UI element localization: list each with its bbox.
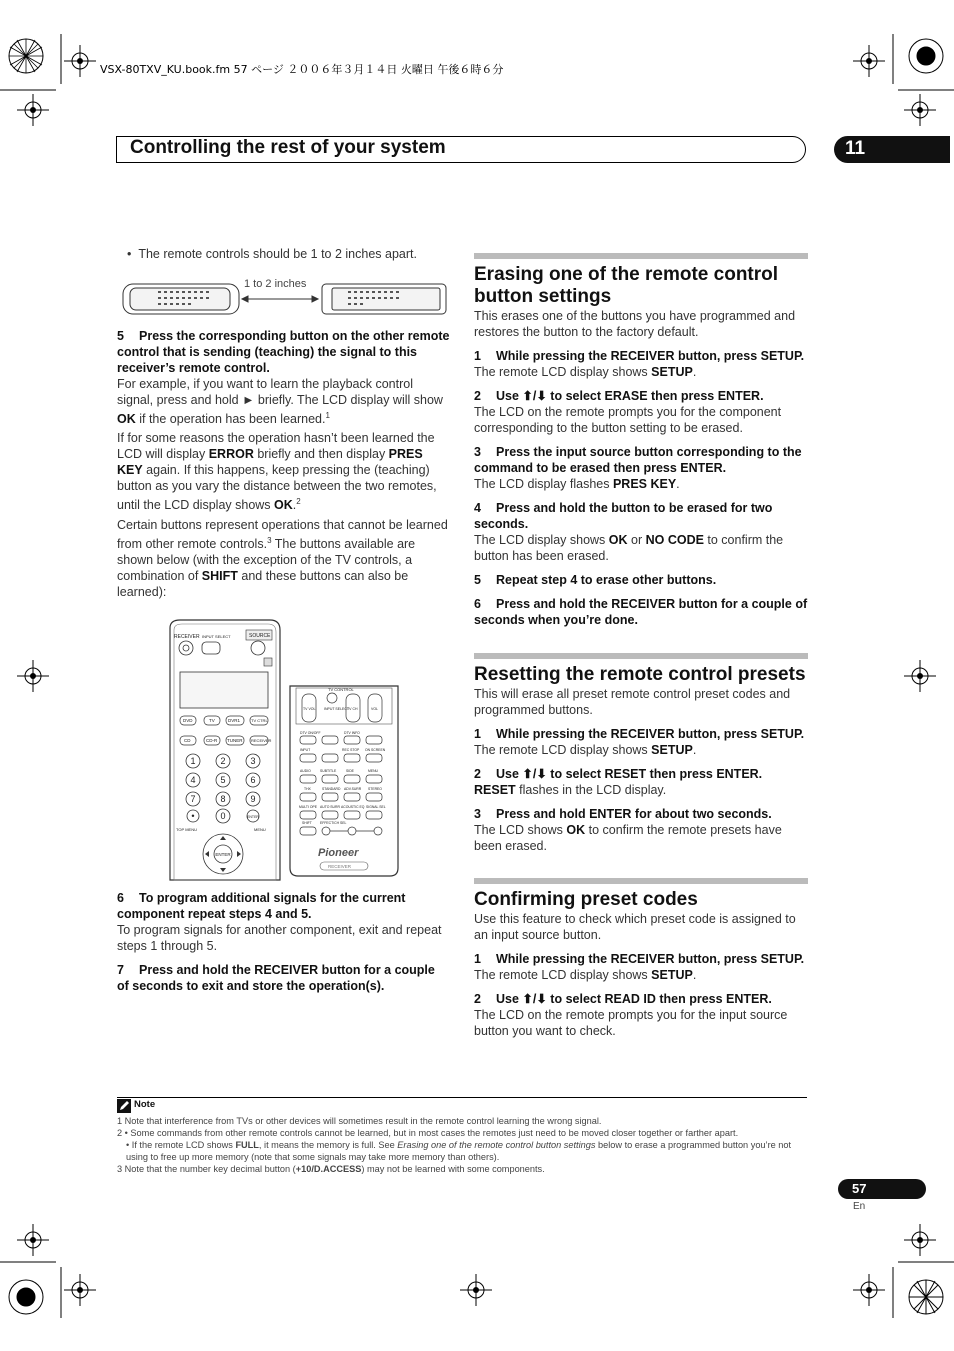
note-label: Note [134, 1099, 156, 1110]
shift-text: SHIFT [201, 569, 238, 584]
rc-row-label: STEREO [368, 787, 382, 791]
footnotes [117, 1115, 809, 1175]
notes-divider [117, 1097, 807, 1098]
full-text: FULL [235, 1140, 259, 1150]
rc-tv-input: INPUT SELECT [324, 707, 350, 711]
step-text: . [676, 477, 680, 491]
step-em: SETUP [651, 968, 693, 982]
rc-tv-ch: TV CH [347, 707, 358, 711]
footnote-3: 3 Note that the number key decimal button ( [117, 1164, 296, 1174]
rc-key-0: 0 [220, 811, 226, 821]
pres-key-text: PRES KEY [117, 447, 423, 478]
step-title: Press and hold the button to be erased for two seconds. [474, 501, 773, 531]
bullet-item: • The remote controls should be 1 to 2 inches apart. [127, 247, 417, 261]
step-number: 1 [474, 349, 481, 363]
step-number: 2 [474, 992, 481, 1006]
step-6 [117, 890, 450, 954]
step-text: To program signals for another component, exit and repeat steps 1 through 5. [117, 923, 442, 953]
rc-src-cdr: CD-R [206, 738, 218, 743]
step-text: The LCD shows [474, 823, 567, 837]
rc-src-tv: TV [209, 718, 215, 723]
section-rule [474, 653, 808, 659]
step-number: 7 [117, 963, 124, 977]
rc-row-label: SIDE [346, 769, 354, 773]
rc-vol: VOL [371, 707, 379, 711]
step-text: The remote LCD display shows [474, 743, 652, 757]
rc-key-dot: • [191, 811, 195, 821]
rc-row-label: REC STOP [342, 748, 360, 752]
rc-row-label: ACOUSTIC EQ [341, 805, 365, 809]
rc-receiver-badge: RECEIVER [328, 864, 352, 869]
rc-row-label: SHIFT [302, 821, 312, 825]
step-text: The LCD display flashes [474, 477, 613, 491]
step-em: SETUP [651, 743, 693, 757]
step-title: Press and hold the RECEIVER button for a couple of seconds when you’re done. [474, 597, 808, 627]
footnote-ref: 3 [267, 536, 272, 546]
step-text: or [627, 533, 646, 547]
step-title: Press and hold ENTER for about two seconds. [496, 807, 772, 821]
rc-row-label: EFFECT/CH SEL [320, 821, 347, 825]
rc-key-6: 6 [250, 775, 256, 785]
note-pencil-icon [117, 1099, 131, 1113]
rc-row-label: SIGNAL SEL [366, 805, 386, 809]
rc-brand: Pioneer [318, 847, 359, 859]
language-code: En [853, 1201, 866, 1212]
step-text: The remote LCD display shows [474, 365, 652, 379]
step-title: Use ⬆/⬇ to select ERASE then press ENTER. [496, 389, 764, 403]
rc-tv-control: TV CONTROL [328, 687, 354, 692]
remote-control-illustration [166, 618, 400, 882]
rc-row-label: DTV ON/OFF [300, 731, 321, 735]
rc-key-2: 2 [220, 756, 226, 766]
rc-tv-vol: TV VOL [303, 707, 316, 711]
step-number: 6 [117, 891, 124, 905]
step-text: . [692, 968, 697, 982]
rc-row-label: STANDARD [322, 787, 341, 791]
rc-source-label: SOURCE [249, 633, 271, 639]
step-em: SETUP [651, 365, 693, 379]
rc-input-select-label: INPUT SELECT [202, 634, 231, 639]
crop-sunburst-icon [909, 39, 943, 73]
step-number: 3 [474, 807, 481, 821]
ok-text: OK [274, 498, 293, 513]
rc-row-label: AUTO SURR [320, 805, 340, 809]
distance-label: 1 to 2 inches [244, 278, 307, 290]
rc-row-label: DTV INFO [344, 731, 360, 735]
error-text: ERROR [208, 447, 254, 462]
section-reset [474, 664, 808, 854]
step-title: Use ⬆/⬇ to select RESET then press ENTER. [496, 767, 763, 781]
footnote-ref: 1 [325, 411, 330, 420]
step-text: flashes in the LCD display. [515, 783, 667, 797]
step-number: 6 [474, 597, 481, 611]
step5-p3d: and these buttons can also be learned): [117, 569, 409, 600]
rc-menu: MENU [254, 827, 266, 832]
step-number: 4 [474, 501, 481, 515]
rc-key-8: 8 [220, 794, 226, 804]
section-rule [474, 253, 808, 259]
step5-p2e: again. If this happens, keep pressing the (teaching) button as you vary the distance between the two remotes, until the LCD display shows [117, 463, 437, 513]
step-number: 5 [474, 573, 481, 587]
rc-enter: ENTER [215, 852, 231, 857]
rc-key-5: 5 [220, 775, 226, 785]
section-intro: Use this feature to check which preset code is assigned to an input source button. [474, 912, 796, 942]
step-number: 1 [474, 952, 481, 966]
step-em: OK [566, 823, 586, 837]
rc-key-4: 4 [190, 775, 196, 785]
daccess-text: +10/D.ACCESS [295, 1164, 362, 1174]
section-title: Resetting the remote control presets [474, 664, 806, 685]
section-erase [474, 264, 808, 628]
step-text: . [692, 743, 697, 757]
footnote-2b: , it means the memory is full. See [258, 1140, 398, 1150]
rc-key-3: 3 [250, 756, 256, 766]
page-number: 57 [852, 1181, 867, 1196]
rc-receiver-label: RECEIVER [174, 634, 200, 640]
section-intro: This will erase all preset remote control preset codes and programmed buttons. [474, 687, 791, 717]
rc-src-cd: CD [184, 738, 191, 743]
step5-p3a: Certain buttons represent operations that cannot be learned from other remote controls. [117, 518, 448, 552]
rc-src-dvd: DVD [183, 718, 193, 723]
footnote-2b: • If the remote LCD shows [126, 1140, 236, 1150]
rc-row-label: INPUT [300, 748, 311, 752]
step-number: 3 [474, 445, 481, 459]
bullet-text: The remote controls should be 1 to 2 inches apart. [138, 247, 417, 261]
step-number: 1 [474, 727, 481, 741]
section-title: Confirming preset codes [474, 889, 698, 910]
step-5 [117, 328, 450, 600]
step5-text-c: if the operation has been learned. [135, 412, 326, 427]
rc-row-label: MULTI OPE [299, 805, 318, 809]
rc-key-9: 9 [250, 794, 256, 804]
rc-row-label: ON SCREEN [365, 748, 386, 752]
crop-sunburst-icon [9, 1280, 43, 1314]
rc-src-dvr1: DVR1 [228, 718, 241, 723]
step-number: 2 [474, 767, 481, 781]
step-em: PRES KEY [612, 477, 677, 491]
step-title: Use ⬆/⬇ to select READ ID then press ENTER. [496, 992, 772, 1006]
chapter-number: 11 [845, 138, 866, 159]
step-em: NO CODE [645, 533, 704, 547]
section-confirm [474, 889, 808, 1039]
rc-row-label: AUDIO [300, 769, 311, 773]
step-text: . [692, 365, 697, 379]
crop-sunburst-icon [9, 39, 43, 73]
step5-p2a: If for some reasons the operation hasn’t been learned the LCD will display [117, 431, 435, 462]
step-number: 5 [117, 329, 124, 343]
step5-p3b: The buttons available are shown below (with the exception of the TV controls, a combination of [117, 537, 416, 584]
rc-key-7: 7 [190, 794, 196, 804]
step-7 [117, 962, 450, 994]
step-title: Repeat step 4 to erase other buttons. [496, 573, 717, 587]
footnote-1: 1 Note that interference from TVs or other devices will sometimes result in the remote control learning the wrong signal. [117, 1116, 602, 1126]
step5-text-a: For example, if you want to learn the playback control signal, press and hold ► briefly. The LCD display will show [117, 377, 443, 407]
page-title: Controlling the rest of your system [130, 137, 446, 158]
step-text: The remote LCD display shows [474, 968, 652, 982]
rc-src-receiver: RECEIVER [251, 738, 272, 743]
ok-text: OK [117, 412, 136, 427]
step-em: OK [608, 533, 628, 547]
rc-row-label: THX [304, 787, 311, 791]
section-intro: This erases one of the buttons you have programmed and restores the button to the factory default. [474, 309, 796, 339]
step-em: RESET [474, 783, 516, 797]
step-text: The LCD on the remote prompts you for the component corresponding to the button setting to be erased. [474, 405, 782, 435]
step-title: Press the input source button corresponding to the command to be erased then press ENTER. [474, 445, 802, 475]
footnote-3: ) may not be learned with some components. [361, 1164, 545, 1174]
rc-row-label: MENU [368, 769, 378, 773]
footnote-xref: Erasing one of the remote control button settings [397, 1140, 596, 1150]
step-text: The LCD on the remote prompts you for the input source button you want to check. [474, 1008, 788, 1038]
step-title: While pressing the RECEIVER button, press SETUP. [496, 727, 805, 741]
section-rule [474, 878, 808, 884]
step5-p2c: briefly and then display [253, 447, 389, 462]
rc-key-1: 1 [190, 756, 196, 766]
step-text: to confirm the button has been erased. [474, 533, 784, 563]
rc-top-menu: TOP MENU [176, 827, 197, 832]
step-title: To program additional signals for the current component repeat steps 4 and 5. [117, 891, 406, 921]
step-title: Press the corresponding button on the other remote control that is sending (teaching) the signal to this receiver’s remote control. [117, 329, 450, 375]
step5-p2g: . [292, 498, 297, 513]
footnote-ref: 2 [296, 497, 301, 507]
step-title: While pressing the RECEIVER button, press SETUP. [496, 349, 805, 363]
footnote-2b: below to erase a programmed button you’re not using to free up more memory (note that some signals may take more memory than others). [126, 1140, 792, 1162]
footnote-2a: 2 • Some commands from other remote controls cannot be learned, but in most cases the remotes just need to be moved closer together or farther apart. [117, 1128, 739, 1138]
rc-src-tuner: TUNER [227, 738, 243, 743]
rc-row-label: ADV.SURR [344, 787, 362, 791]
rc-row-label: SUBTITLE [320, 769, 337, 773]
step-title: Press and hold the RECEIVER button for a couple of seconds to exit and store the operation(s). [117, 963, 435, 993]
step-number: 2 [474, 389, 481, 403]
section-title: Erasing one of the remote control button settings [474, 264, 779, 307]
print-metadata: VSX-80TXV_KU.book.fm 57 ページ ２００６年３月１４日 火曜日 午後６時６分 [100, 63, 504, 76]
rc-src-tvctrl: TV CTRL [251, 718, 268, 723]
step-text: to confirm the remote presets have been erased. [474, 823, 782, 853]
step-text: The LCD display shows [474, 533, 609, 547]
rc-key-enter: ENTER [247, 815, 259, 819]
step-title: While pressing the RECEIVER button, press SETUP. [496, 952, 805, 966]
